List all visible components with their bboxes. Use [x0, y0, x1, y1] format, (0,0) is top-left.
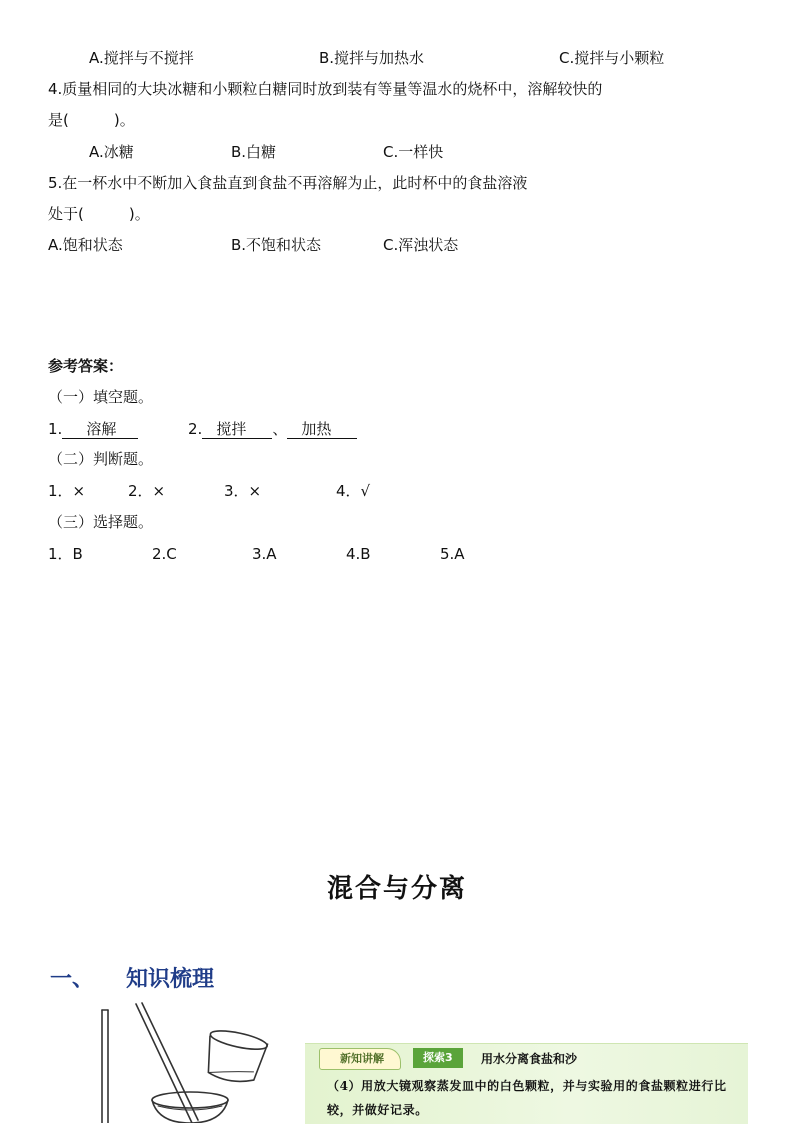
fill-answer-2-blank-b: 加热: [287, 421, 357, 439]
fill-answer-2-number: 2.: [188, 420, 203, 438]
panel-body: （4）用放大镜观察蒸发皿中的白色颗粒，并与实验用的食盐颗粒进行比较，并做好记录。: [327, 1079, 727, 1117]
mc-answer-5: 5.A: [440, 545, 465, 563]
tf-answer-2: 2．×: [128, 482, 166, 500]
section-title: 知识梳理: [126, 966, 215, 992]
q4-option-a: A.冰糖: [89, 143, 134, 161]
explore-tag: 探索3: [413, 1048, 463, 1068]
answers-heading: 参考答案：: [48, 357, 124, 375]
document-title: 混合与分离: [326, 874, 467, 904]
tilted-beaker: [202, 1027, 269, 1087]
lesson-panel: [305, 1043, 748, 1124]
q5-option-c: C.浑浊状态: [383, 236, 459, 254]
q5-stem-line1: 5.在一杯水中不断加入食盐直到食盐不再溶解为止，此时杯中的食盐溶液: [48, 174, 528, 192]
tf-answer-3: 3．×: [224, 482, 262, 500]
filtration-apparatus-illustration: [40, 1000, 290, 1123]
answers-fill-section: （一）填空题。: [48, 388, 154, 406]
q3-option-c: C.搅拌与小颗粒: [559, 49, 665, 67]
q5-option-b: B.不饱和状态: [231, 236, 322, 254]
fill-answer-2: [188, 419, 357, 439]
lesson-tag: 新知讲解: [319, 1048, 401, 1070]
answers-choice-section: （三）选择题。: [48, 513, 154, 531]
fill-answer-1: [48, 419, 138, 439]
q5-stem-line2: 处于( )。: [48, 205, 150, 223]
q4-option-b: B.白糖: [231, 143, 277, 161]
mc-answer-1: 1．B: [48, 545, 83, 563]
answers-truefalse-section: （二）判断题。: [48, 450, 154, 468]
q4-stem-line2: 是( )。: [48, 111, 135, 129]
fill-answer-2-blank-a: 搅拌: [202, 421, 272, 439]
tf-answer-4: 4．√: [336, 482, 371, 500]
tf-answer-1: 1．×: [48, 482, 86, 500]
panel-title: 用水分离食盐和沙: [481, 1052, 578, 1066]
fill-answer-1-number: 1.: [48, 420, 63, 438]
mc-answer-2: 2.C: [152, 545, 177, 563]
q3-option-a: A.搅拌与不搅拌: [89, 49, 194, 67]
mc-answer-4: 4.B: [346, 545, 371, 563]
q4-stem-line1: 4.质量相同的大块冰糖和小颗粒白糖同时放到装有等量等温水的烧杯中，溶解较快的: [48, 80, 603, 98]
mc-answer-3: 3.A: [252, 545, 277, 563]
q4-option-c: C.一样快: [383, 143, 444, 161]
fill-answer-2-separator: 、: [272, 420, 288, 438]
fill-answer-1-blank: 溶解: [62, 421, 138, 439]
section-number: 一、: [50, 966, 95, 992]
q5-option-a: A.饱和状态: [48, 236, 123, 254]
section-heading: [50, 962, 214, 993]
q3-option-b: B.搅拌与加热水: [319, 49, 425, 67]
